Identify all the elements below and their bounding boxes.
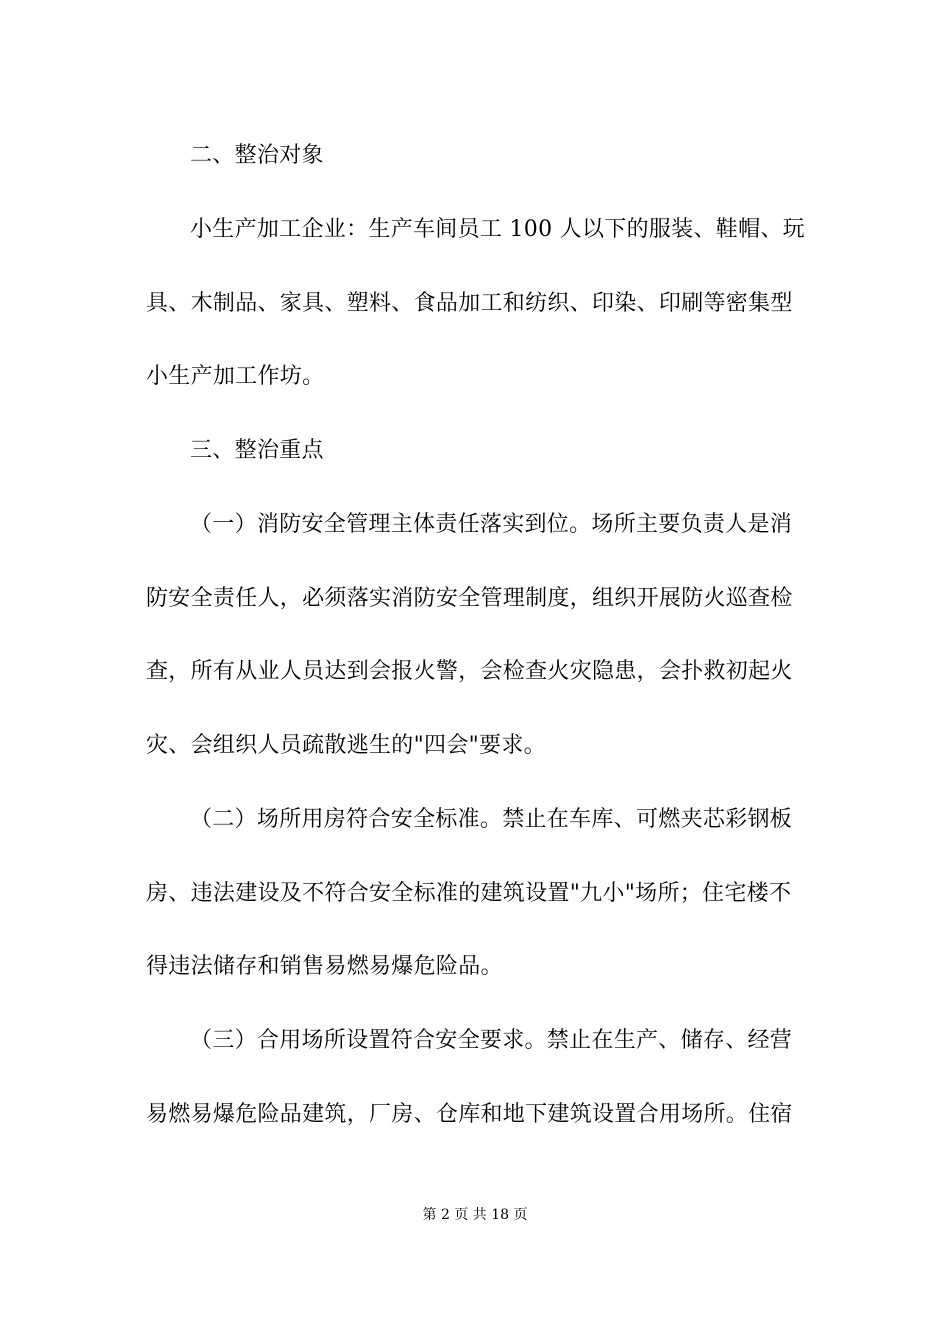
paragraph-targets bbox=[146, 193, 812, 414]
paragraph-line: 查，所有从业人员达到会报火警，会检查火灾隐患，会扑救初起火 bbox=[146, 659, 793, 684]
paragraph-line: 小生产加工企业：生产车间员工 100 人以下的服装、鞋帽、玩 bbox=[190, 217, 805, 242]
section-heading-targets bbox=[146, 119, 812, 193]
section-heading-focus bbox=[146, 414, 812, 488]
heading-line: 三、整治重点 bbox=[190, 438, 324, 463]
paragraph-line: 具、木制品、家具、塑料、食品加工和纺织、印染、印刷等密集型 bbox=[146, 290, 793, 316]
paragraph-line: 防安全责任人，必须落实消防安全管理制度，组织开展防火巡查检 bbox=[146, 585, 793, 611]
paragraph-item-1 bbox=[146, 488, 812, 782]
paragraph-line: （一）消防安全管理主体责任落实到位。场所主要负责人是消 bbox=[190, 512, 793, 537]
paragraph-line: 灾、会组织人员疏散逃生的"四会"要求。 bbox=[146, 732, 546, 758]
page-footer bbox=[0, 1205, 950, 1225]
paragraph-line: 小生产加工作坊。 bbox=[146, 364, 325, 389]
paragraph-line: 易燃易爆危险品建筑，厂房、仓库和地下建筑设置合用场所。住宿 bbox=[146, 1101, 793, 1127]
paragraph-line: 房、违法建设及不符合安全标准的建筑设置"九小"场所；住宅楼不 bbox=[146, 880, 792, 906]
paragraph-item-2 bbox=[146, 783, 812, 1004]
paragraph-item-3 bbox=[146, 1004, 812, 1151]
paragraph-line: 得违法储存和销售易燃易爆危险品。 bbox=[146, 954, 503, 979]
heading-line: 二、整治对象 bbox=[190, 143, 324, 168]
paragraph-line: （二）场所用房符合安全标准。禁止在车库、可燃夹芯彩钢板 bbox=[190, 807, 793, 832]
page-number: 第 2 页 共 18 页 bbox=[422, 1207, 528, 1223]
paragraph-line: （三）合用场所设置符合安全要求。禁止在生产、储存、经营 bbox=[190, 1028, 793, 1053]
